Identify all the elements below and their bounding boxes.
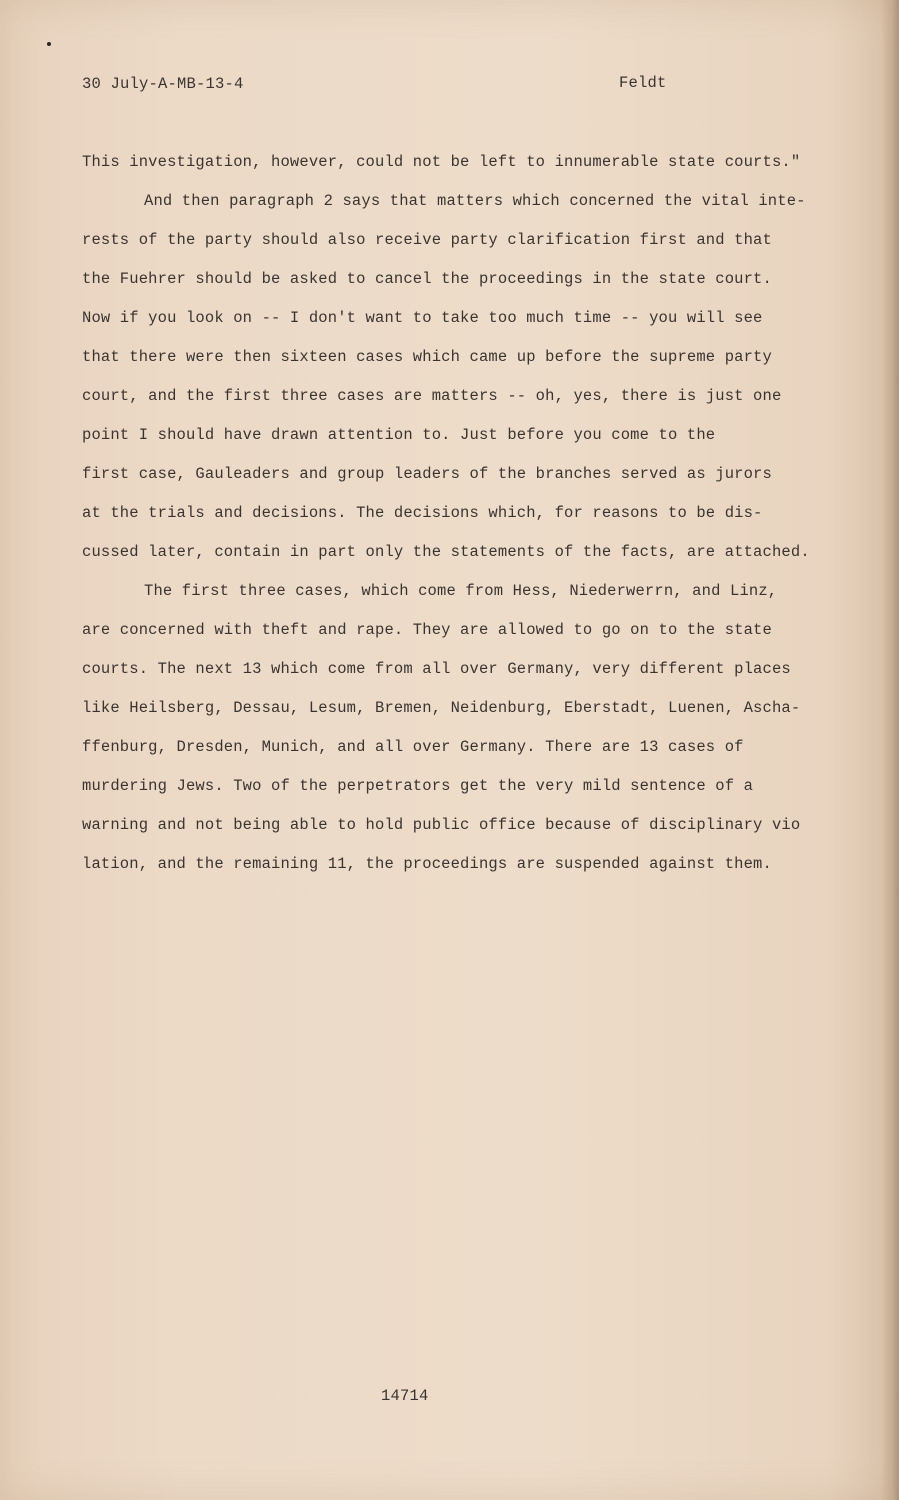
text-line: courts. The next 13 which come from all over Germany, very different places — [82, 660, 791, 678]
text-line: cussed later, contain in part only the statements of the facts, are attached. — [82, 543, 810, 561]
text-line: point I should have drawn attention to. Just before you come to the — [82, 426, 716, 444]
text-line: And then paragraph 2 says that matters which concerned the vital inte- — [144, 192, 806, 210]
body-text — [82, 151, 822, 892]
text-line: Now if you look on -- I don't want to take too much time -- you will see — [82, 309, 763, 327]
paper-edge — [881, 0, 899, 1500]
text-line: are concerned with theft and rape. They are allowed to go on to the state — [82, 621, 772, 639]
text-line: rests of the party should also receive party clarification first and that — [82, 231, 772, 249]
text-line: the Fuehrer should be asked to cancel the proceedings in the state court. — [82, 270, 772, 288]
text-line: at the trials and decisions. The decisions which, for reasons to be dis- — [82, 504, 763, 522]
text-line: warning and not being able to hold public office because of disciplinary vio — [82, 816, 801, 834]
text-line: court, and the first three cases are matters -- oh, yes, there is just one — [82, 387, 782, 405]
text-line: that there were then sixteen cases which came up before the supreme party — [82, 348, 772, 366]
text-line: ffenburg, Dresden, Munich, and all over Germany. There are 13 cases of — [82, 738, 744, 756]
text-line: like Heilsberg, Dessau, Lesum, Bremen, Neidenburg, Eberstadt, Luenen, Ascha- — [82, 699, 801, 717]
text-line: The first three cases, which come from Hess, Niederwerrn, and Linz, — [144, 582, 778, 600]
text-line: first case, Gauleaders and group leaders of the branches served as jurors — [82, 465, 772, 483]
header-speaker: Feldt — [619, 74, 667, 92]
text-line: murdering Jews. Two of the perpetrators get the very mild sentence of a — [82, 777, 754, 795]
ink-dot — [47, 42, 51, 46]
page-number: 14714 — [381, 1387, 429, 1405]
text-line: lation, and the remaining 11, the proceedings are suspended against them. — [82, 855, 772, 873]
text-line: This investigation, however, could not be left to innumerable state courts." — [82, 153, 801, 171]
header-reference: 30 July-A-MB-13-4 — [82, 75, 244, 93]
